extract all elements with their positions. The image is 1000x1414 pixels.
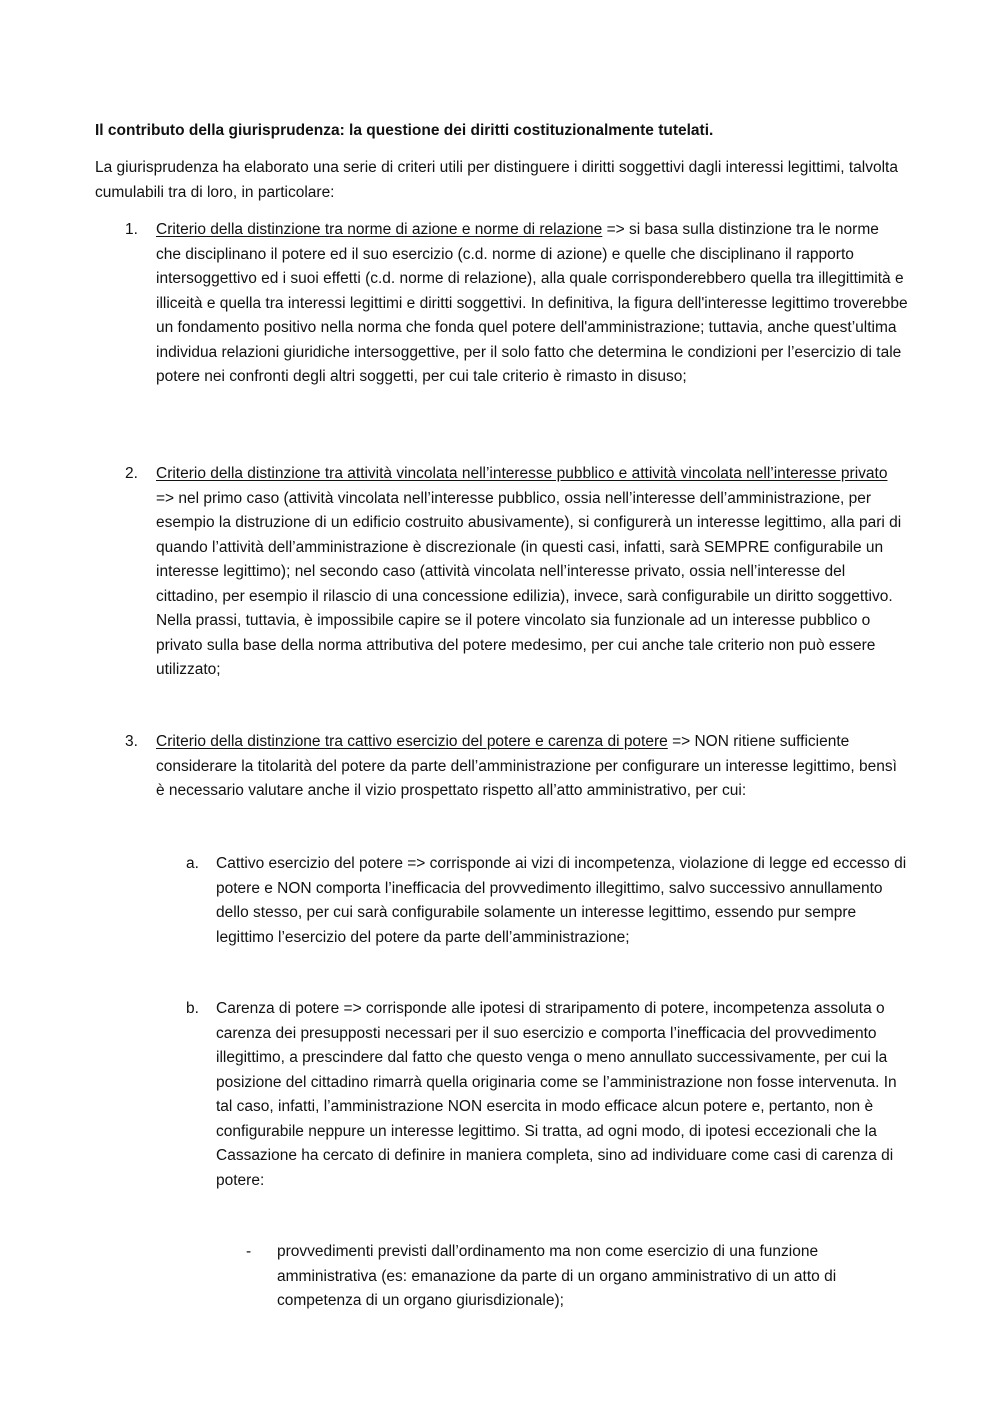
list-item-3-text: => NON ritiene sufficiente considerare la titolarità del potere da parte dell’amministrazione per configurare un interesse legittimo, bensì è necessario valutare anche il vizio prospettato rispetto all’atto amministrativo, per cui: <box>156 733 897 799</box>
list-marker-1: 1. <box>125 221 138 238</box>
list-item-3 <box>156 730 908 804</box>
sublist-item-a: Cattivo esercizio del potere => corrisponde ai vizi di incompetenza, violazione di legge ed eccesso di potere e NON comporta l’inefficacia del provvedimento illegittimo, salvo successivo annullamento dello stesso, per cui sarà configurabile solamente un interesse legittimo, essendo pur sempre legittimo l’esercizio del potere da parte dell’amministrazione; <box>216 855 907 946</box>
list-item-1-text: => si basa sulla distinzione tra le norme che disciplinano il potere ed il suo esercizio (c.d. norme di azione) e quelle che disciplinano il rapporto intersoggettivo ed i suoi effetti (c.d. norme di relazione), alla quale corrisponderebbero quella tra illegittimità e illiceità e quella tra interessi legittimi e diritti soggettivi. In definitiva, la figura dell'interesse legittimo troverebbe un fondamento positivo nella norma che fonda quel potere dell'amministrazione; tuttavia, anche quest’ultima individua relazioni giuridiche intersoggettive, per il solo fatto che determina le condizioni per l’esercizio di tale potere nei confronti degli altri soggetti, per cui tale criterio è rimasto in disuso; <box>156 221 908 385</box>
intro-paragraph: La giurisprudenza ha elaborato una serie di criteri utili per distinguere i diritti soggettivi dagli interessi legittimi, talvolta cumulabili tra di loro, in particolare: <box>95 159 898 201</box>
list-item-1-title: Criterio della distinzione tra norme di azione e norme di relazione <box>156 221 603 238</box>
bullet-marker: - <box>246 1243 252 1260</box>
sublist-item-b: Carenza di potere => corrisponde alle ipotesi di straripamento di potere, incompetenza assoluta o carenza dei presupposti necessari per il suo esercizio e comporta l’inefficacia del provvedimento illegittimo, a prescindere dal fatto che questo venga o meno annullato successivamente, per cui la posizione del cittadino rimarrà quella originaria come se l’amministrazione non fosse intervenuta. In tal caso, infatti, l’amministrazione NON esercita in modo efficace alcun potere e, pertanto, non è configurabile neppure un interesse legittimo. Si tratta, ad ogni modo, di ipotesi eccezionali che la Cassazione ha cercato di definire in maniera completa, sino ad individuare come casi di carenza di potere: <box>216 1000 897 1189</box>
list-item-2-title: Criterio della distinzione tra attività vincolata nell’interesse pubblico e attività vincolata nell’interesse privato <box>156 465 888 482</box>
list-item-2-text: => nel primo caso (attività vincolata nell’interesse pubblico, ossia nell’interesse dell’amministrazione, per esempio la distruzione di un edificio costruito abusivamente), si configurerà un interesse legittimo, alla pari di quando l’attività dell’amministrazione è discrezionale (in questi casi, infatti, sarà SEMPRE configurabile un interesse legittimo); nel secondo caso (attività vincolata nell’interesse privato, ossia nell’interesse del cittadino, per esempio il rilascio di una concessione edilizia), invece, sarà configurabile un diritto soggettivo. Nella prassi, tuttavia, è impossibile capire se il potere vincolato sia funzionale ad un interesse pubblico o privato sulla base della norma attributiva del potere medesimo, per cui anche tale criterio non può essere utilizzato; <box>156 489 902 678</box>
list-item-3-title: Criterio della distinzione tra cattivo esercizio del potere e carenza di potere <box>156 733 668 750</box>
section-heading: Il contributo della giurisprudenza: la questione dei diritti costituzionalmente tutelati. <box>95 122 714 139</box>
bullet-item: provvedimenti previsti dall’ordinamento ma non come esercizio di una funzione amministrativa (es: emanazione da parte di un organo amministrativo di un atto di competenza di un organo giurisdizionale); <box>277 1243 837 1309</box>
list-item-2 <box>156 462 908 683</box>
sublist-marker-a: a. <box>186 855 199 872</box>
list-marker-3: 3. <box>125 733 138 750</box>
list-marker-2: 2. <box>125 465 138 482</box>
list-item-1 <box>156 218 908 390</box>
sublist-marker-b: b. <box>186 1000 199 1017</box>
